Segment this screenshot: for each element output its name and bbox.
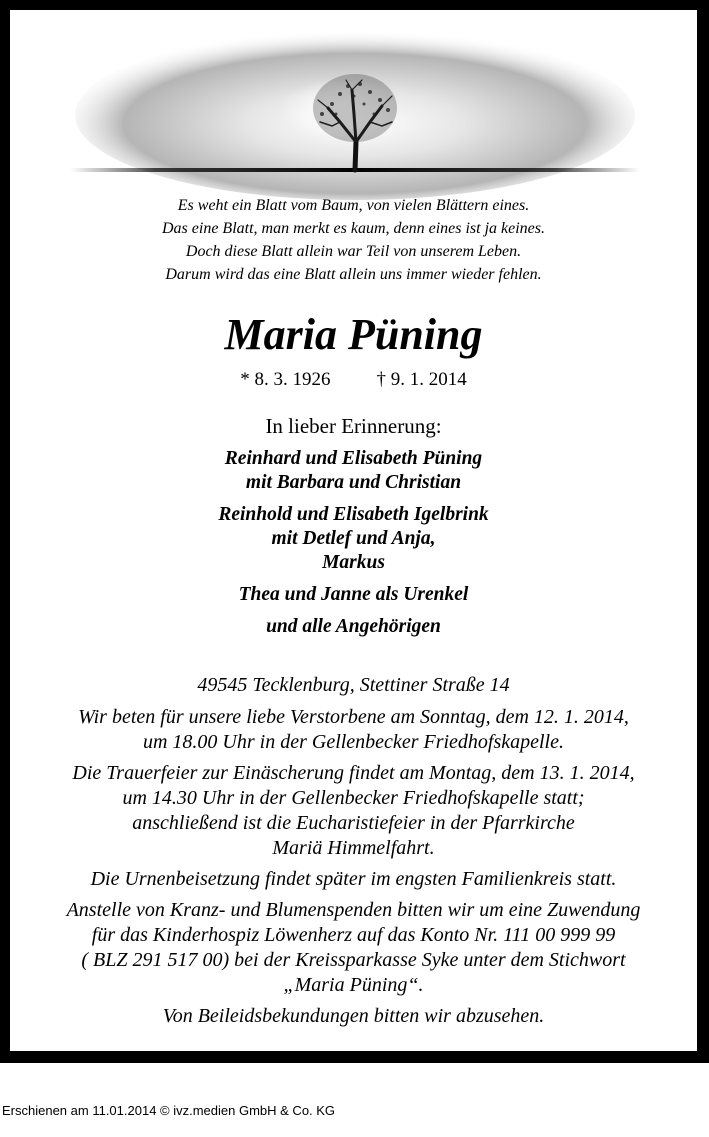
birth-date: * 8. 3. 1926 — [240, 369, 331, 390]
poem-line: Es weht ein Blatt vom Baum, von vielen Blättern eines. — [177, 197, 530, 214]
family-group — [10, 447, 697, 495]
family-line: mit Detlef und Anja, — [271, 528, 436, 549]
family-group — [10, 615, 697, 639]
notice-line: anschließend ist die Eucharistiefeier in der Pfarrkirche — [132, 812, 575, 834]
memory-heading: In lieber Erinnerung: — [265, 414, 442, 438]
notice-prayer — [10, 705, 697, 755]
publication-footer: Erschienen am 11.01.2014 © ivz.medien GmbH & Co. KG — [2, 1103, 336, 1118]
notice-line: um 18.00 Uhr in der Gellenbecker Friedhofskapelle. — [142, 731, 564, 753]
obituary-panel — [10, 10, 697, 1051]
family-line: Markus — [322, 552, 385, 573]
family-group — [10, 503, 697, 575]
life-dates — [10, 368, 697, 392]
family-line: und alle Angehörigen — [266, 616, 441, 637]
notice-urn — [10, 867, 697, 892]
poem-line: Doch diese Blatt allein war Teil von unserem Leben. — [185, 243, 522, 260]
notice-condolences — [10, 1004, 697, 1029]
notice-line: „Maria Püning“. — [283, 974, 424, 996]
family-group — [10, 583, 697, 607]
notice-line: für das Kinderhospiz Löwenherz auf das Konto Nr. 111 00 999 99 — [91, 924, 616, 946]
poem-line: Das eine Blatt, man merkt es kaum, denn eines ist ja keines. — [161, 220, 546, 237]
notices — [10, 705, 697, 1035]
poem — [10, 194, 697, 286]
notice-line: Die Urnenbeisetzung findet später im engsten Familienkreis statt. — [90, 868, 617, 890]
family-line: Reinhold und Elisabeth Igelbrink — [218, 504, 489, 525]
notice-line: Anstelle von Kranz- und Blumenspenden bitten wir um eine Zuwendung — [66, 899, 641, 921]
notice-line: ( BLZ 291 517 00) bei der Kreissparkasse Syke unter dem Stichwort — [81, 949, 626, 971]
notice-line: Die Trauerfeier zur Einäscherung findet am Montag, dem 13. 1. 2014, — [72, 762, 635, 784]
tree-image — [70, 30, 640, 200]
family-line: Thea und Janne als Urenkel — [238, 584, 469, 605]
deceased-name: Maria Püning — [224, 310, 483, 359]
notice-line: Mariä Himmelfahrt. — [272, 837, 435, 859]
death-date: † 9. 1. 2014 — [376, 369, 467, 390]
poem-line: Darum wird das eine Blatt allein uns immer wieder fehlen. — [165, 266, 542, 283]
notice-funeral — [10, 761, 697, 861]
family-line: mit Barbara und Christian — [245, 472, 462, 493]
family-list — [10, 447, 697, 647]
address: 49545 Tecklenburg, Stettiner Straße 14 — [197, 674, 510, 696]
notice-line: Von Beileidsbekundungen bitten wir abzusehen. — [162, 1005, 545, 1027]
family-line: Reinhard und Elisabeth Püning — [224, 448, 483, 469]
notice-line: Wir beten für unsere liebe Verstorbene am Sonntag, dem 12. 1. 2014, — [78, 706, 629, 728]
notice-line: um 14.30 Uhr in der Gellenbecker Friedhofskapelle statt; — [122, 787, 585, 809]
notice-donation — [10, 898, 697, 998]
